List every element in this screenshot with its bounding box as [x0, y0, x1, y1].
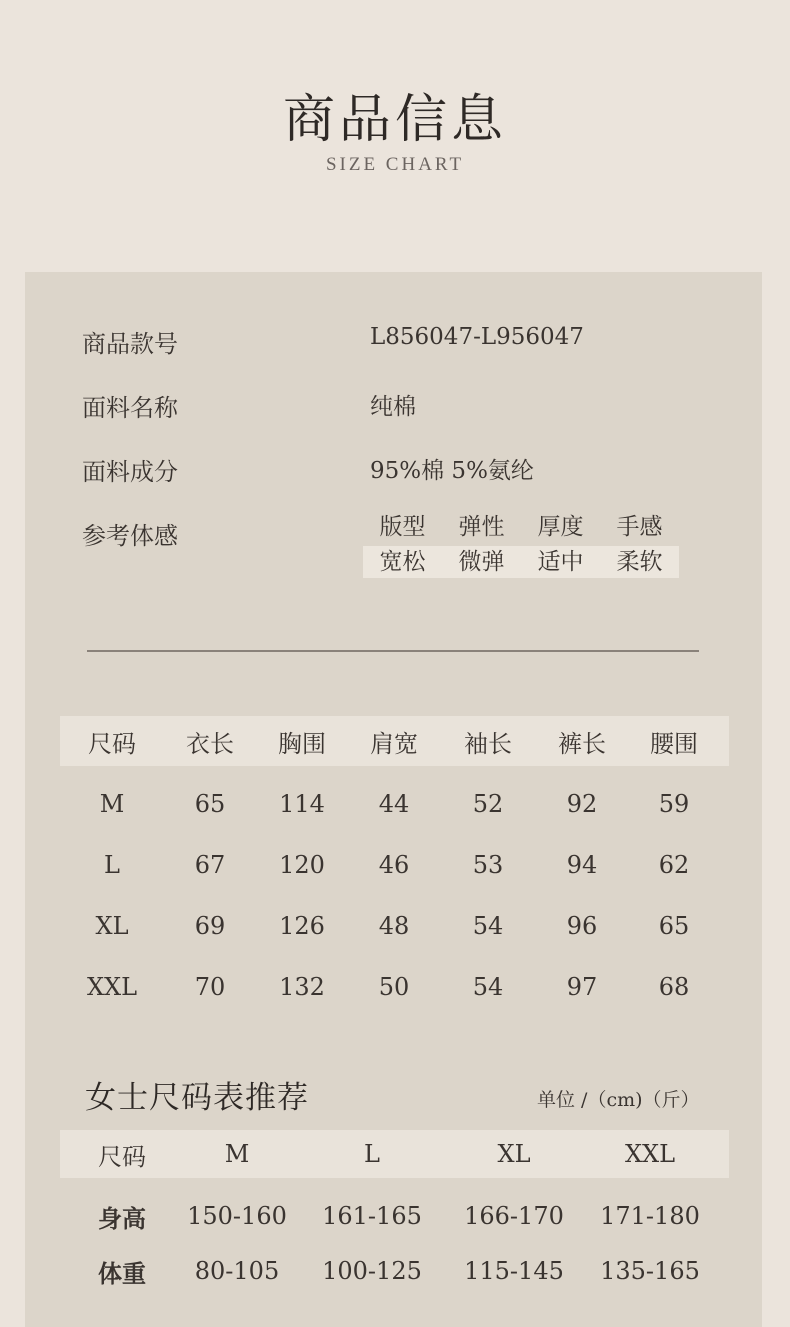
table-row — [60, 834, 729, 895]
recommend-weight-row — [60, 1246, 729, 1296]
table-cell: 171-180 — [600, 1202, 700, 1230]
table-cell: 54 — [472, 911, 504, 940]
table-cell: 67 — [194, 850, 226, 879]
table-cell: 48 — [378, 911, 410, 940]
table-cell: XL — [95, 911, 129, 940]
table-cell: 46 — [378, 850, 410, 879]
table-cell: 65 — [194, 789, 226, 818]
table-cell: 62 — [658, 850, 690, 879]
table-cell: 体重 — [98, 1258, 146, 1288]
table-cell: XXL — [86, 972, 138, 1001]
size-header-cell: 衣长 — [186, 729, 234, 758]
feel-value-row — [363, 546, 679, 578]
recommend-title: 女士尺码表推荐 — [85, 1080, 309, 1116]
table-cell: 115-145 — [464, 1257, 564, 1285]
table-cell: 50 — [378, 972, 410, 1001]
size-header-cell: 尺码 — [88, 729, 136, 758]
table-cell: 132 — [279, 972, 325, 1001]
table-cell: 96 — [566, 911, 598, 940]
table-row — [60, 956, 729, 1017]
recommend-header-cell: XL — [497, 1140, 531, 1168]
feel-header-fit: 版型 — [379, 514, 426, 540]
table-cell: 97 — [566, 972, 598, 1001]
feel-value-touch: 柔软 — [616, 549, 663, 575]
table-cell: M — [99, 789, 125, 818]
fabric-comp-value: 95%棉 5%氨纶 — [370, 458, 534, 484]
feel-value-thickness: 适中 — [537, 549, 584, 575]
feel-header-row — [363, 508, 679, 546]
table-cell: 54 — [472, 972, 504, 1001]
table-cell: 身高 — [98, 1203, 146, 1233]
feel-grid — [363, 508, 679, 578]
table-cell: 53 — [472, 850, 504, 879]
size-table — [60, 716, 729, 1017]
table-cell: 114 — [279, 789, 325, 818]
section-divider — [87, 650, 699, 652]
page-header — [0, 88, 790, 176]
table-cell: 94 — [566, 850, 598, 879]
size-header-cell: 腰围 — [650, 729, 698, 758]
recommend-header-cell: L — [364, 1140, 380, 1168]
feel-header-stretch: 弹性 — [458, 514, 505, 540]
recommend-height-row — [60, 1186, 729, 1246]
table-cell: 126 — [279, 911, 325, 940]
table-row — [60, 895, 729, 956]
table-cell: 69 — [194, 911, 226, 940]
style-no-label: 商品款号 — [82, 330, 178, 358]
table-cell: 166-170 — [464, 1202, 564, 1230]
table-cell: 120 — [279, 850, 325, 879]
table-row — [60, 773, 729, 834]
table-cell: 44 — [378, 789, 410, 818]
size-header-cell: 袖长 — [464, 729, 512, 758]
table-cell: 65 — [658, 911, 690, 940]
recommend-header — [60, 1130, 729, 1178]
size-table-header — [60, 716, 729, 766]
table-cell: 150-160 — [187, 1202, 287, 1230]
recommend-header-cell: XXL — [624, 1140, 676, 1168]
fabric-name-label: 面料名称 — [82, 394, 178, 422]
table-cell: 70 — [194, 972, 226, 1001]
table-cell: 52 — [472, 789, 504, 818]
feel-value-fit: 宽松 — [379, 549, 426, 575]
recommend-header-cell: M — [224, 1140, 250, 1168]
page-title: 商品信息 — [282, 90, 507, 150]
recommend-header-cell: 尺码 — [98, 1142, 146, 1171]
table-cell: L — [104, 850, 120, 879]
info-panel — [25, 272, 762, 1327]
fabric-comp-label: 面料成分 — [82, 458, 178, 486]
table-cell: 135-165 — [600, 1257, 700, 1285]
table-cell: 161-165 — [322, 1202, 422, 1230]
feel-header-thickness: 厚度 — [537, 514, 584, 540]
size-header-cell: 裤长 — [558, 729, 606, 758]
feel-value-stretch: 微弹 — [458, 549, 505, 575]
size-header-cell: 肩宽 — [370, 729, 418, 758]
table-cell: 59 — [658, 789, 690, 818]
size-header-cell: 胸围 — [278, 729, 326, 758]
table-cell: 92 — [566, 789, 598, 818]
table-cell: 100-125 — [322, 1257, 422, 1285]
feel-header-touch: 手感 — [616, 514, 663, 540]
recommend-table — [60, 1130, 729, 1296]
feel-label: 参考体感 — [82, 522, 178, 550]
page-subtitle: SIZE CHART — [325, 154, 465, 175]
table-cell: 68 — [658, 972, 690, 1001]
unit-note: 单位 /（cm)（斤） — [537, 1089, 700, 1111]
fabric-name-value: 纯棉 — [370, 394, 416, 420]
table-cell: 80-105 — [194, 1257, 280, 1285]
style-no-value: L856047-L956047 — [370, 324, 584, 350]
